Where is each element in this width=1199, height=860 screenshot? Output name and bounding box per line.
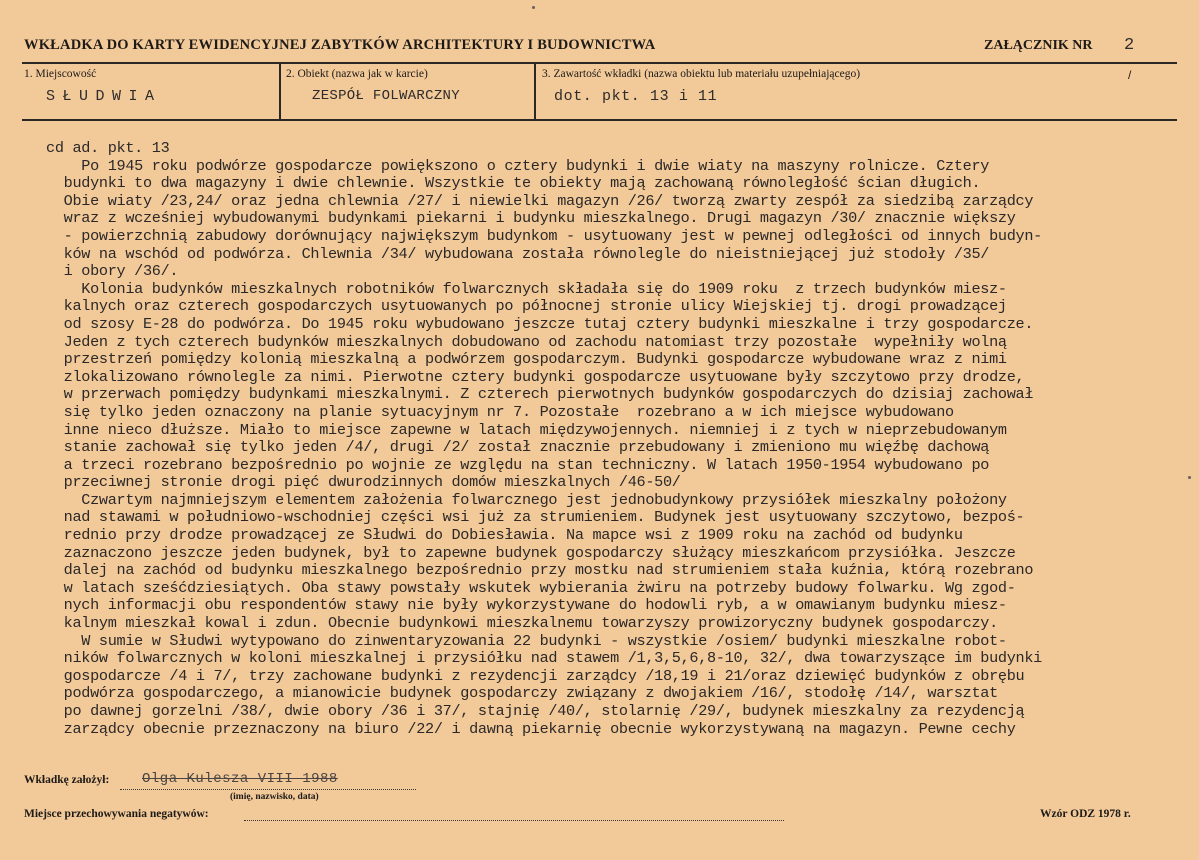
body-line: od szosy E-28 do podwórza. Do 1945 roku wybudowano jeszcze tutaj cztery budynki mieszkalne i trzy gospodarcze. [46, 314, 1034, 333]
corner-mark: / [1128, 68, 1132, 82]
negatives-label: Miejsce przechowywania negatywów: [24, 808, 209, 820]
punch-mark [532, 6, 535, 9]
body-line: i obory /36/. [46, 262, 179, 281]
body-line: wraz z wcześniej wybudowanymi budynkami piekarni i budynku mieszkalnego. Drugi magazyn /30/ znacznie większy [46, 209, 1016, 228]
body-line: ników folwarcznych w koloni mieszkalnej i przysiółku nad stawem /1,3,5,6,8-10, 32/, dwa towarzyszące im budynki [46, 649, 1042, 668]
form-model-label: Wzór ODZ 1978 r. [1040, 808, 1131, 820]
author-dotted-line [120, 789, 416, 790]
form-title: WKŁADKA DO KARTY EWIDENCYJNEJ ZABYTKÓW ARCHITEKTURY I BUDOWNICTWA [24, 37, 656, 53]
body-line: dalej na zachód od budynku mieszkalnego bezpośrednio przy mostku nad strumieniem stała kuźnia, którą rozebrano [46, 561, 1034, 580]
body-line: Obie wiaty /23,24/ oraz jedna chlewnia /27/ i niewielki magazyn /26/ tworzą zwarty zespół za siedzibą zarządcy [46, 191, 1034, 210]
header-bottom-rule [22, 119, 1177, 121]
body-line: gospodarcze /4 i 7/, trzy zachowane budynki z rezydencji zarządcy /18,19 i 21/oraz dziewięć budynków z obrębu [46, 666, 1025, 685]
object-value: ZESPÓŁ FOLWARCZNY [312, 88, 460, 104]
body-line: po dawnej gorzelni /38/, dwie obory /36 i 37/, stajnię /40/, stolarnię /29/, budynek mieszkalny za rezydencją [46, 702, 1025, 720]
body-line: Kolonia budynków mieszkalnych robotników folwarcznych składała się do 1909 roku z trzech budynków miesz- [46, 279, 1007, 298]
body-line: nad stawami w południowo-wschodniej części wsi już za strumieniem. Budynek jest usytuowany szczytowo, bezpoś- [46, 508, 1025, 527]
body-line: a trzeci rozebrano bezpośrednio po wojnie ze względu na stan techniczny. W latach 1950-1954 wybudowano po [46, 455, 990, 474]
typed-body-text [46, 140, 1199, 738]
header-divider-right [534, 62, 536, 120]
author-hint: (imię, nazwisko, data) [230, 792, 319, 802]
body-line: ków na wschód od podwórza. Chlewnia /34/ wybudowana została równolegle do nieistniejącej już stodoły /35/ [46, 244, 990, 263]
annex-number: 2 [1124, 36, 1135, 55]
author-label: Wkładkę założył: [24, 774, 110, 786]
body-line: w przerwach pomiędzy budynkami mieszkalnymi. Z czterech pierwotnych budynków gospodarczych do dzisiaj zachował [46, 385, 1034, 404]
header-divider-left [279, 62, 281, 120]
body-line: zarządcy obecnie przeznaczony na biuro /22/ i dawną piekarnię obecnie wykorzystywaną na magazyn. Pewne cechy [46, 719, 1016, 738]
body-line: inne nieco dłuższe. Miało to miejsce zapewne w latach międzywojennych. niemniej i z tych w nieprzebudowanym [46, 420, 1007, 439]
body-line: budynki to dwa magazyny i dwie chlewnie. Wszystkie te obiekty mają zachowaną równoległość ścian długich. [46, 174, 981, 193]
body-line: nych informacji obu respondentów stawy nie były wykorzystywane do hodowli ryb, a w omawianym budynku miesz- [46, 596, 1007, 615]
locality-label: 1. Miejscowość [24, 68, 97, 80]
body-line: zaznaczono jeszcze jeden budynek, był to zapewne budynek gospodarczy służący mieszkańcom przysiółka. Jeszcze [46, 543, 1016, 562]
header-top-rule [22, 62, 1177, 64]
body-line: przestrzeń pomiędzy kolonią mieszkalną a podwórzem gospodarczym. Budynki gospodarcze wybudowane wraz z nimi [46, 350, 1007, 369]
body-line: przeciwnej stronie drogi pięć dwurodzinnych domów mieszkalnych /46-50/ [46, 473, 681, 492]
body-line: się tylko jeden oznaczony na planie sytuacyjnym nr 7. Pozostałe rozebrano a w ich miejsce wybudowano [46, 402, 954, 421]
author-value: Olga Kulesza VIII 1988 [142, 771, 338, 787]
contents-value: dot. pkt. 13 i 11 [554, 88, 718, 105]
contents-label: 3. Zawartość wkładki (nazwa obiektu lub materiału uzupełniającego) [542, 68, 861, 80]
body-line: kalnym mieszkał kowal i zdun. Obecnie budynkowi mieszkalnemu towarzyszy prowizoryczny budynek gospodarczy. [46, 614, 998, 633]
body-line: W sumie w Słudwi wytypowano do zinwentaryzowania 22 budynki - wszystkie /osiem/ budynki mieszkalne robot- [46, 631, 1007, 650]
body-line: w latach sześćdziesiątych. Oba stawy powstały wskutek wybierania żwiru na potrzeby budowy folwarku. Wg zgod- [46, 578, 1016, 597]
body-line: Po 1945 roku podwórze gospodarcze powiększono o cztery budynki i dwie wiaty na maszyny rolnicze. Cztery [46, 156, 990, 175]
locality-value: SŁUDWIA [46, 88, 162, 105]
body-line: Czwartym najmniejszym elementem założenia folwarcznego jest jednobudynkowy przysiółek mieszkalny położony [46, 490, 1007, 509]
object-label: 2. Obiekt (nazwa jak w karcie) [286, 68, 428, 80]
punch-mark [1188, 476, 1191, 479]
body-line: rednio przy drodze prowadzącej ze Słudwi do Dobiesławia. Na mapce wsi z 1909 roku na zachód od budynku [46, 526, 963, 545]
annex-label: ZAŁĄCZNIK NR [984, 38, 1093, 53]
body-line: cd ad. pkt. 13 [46, 139, 170, 157]
negatives-dotted-line [244, 820, 784, 821]
body-line: stanie zachował się tylko jeden /4/, drugi /2/ został znacznie przebudowany i zmieniono mu więźbę dachową [46, 438, 990, 457]
body-line: zlokalizowano równolegle za nimi. Pierwotne cztery budynki gospodarcze usytuowane były szczytowo przy drodze, [46, 367, 1025, 386]
body-line: Jeden z tych czterech budynków mieszkalnych dobudowano od zachodu natomiast trzy pozostałe wypełniły wolną [46, 332, 1007, 351]
body-line: - powierzchnią zabudowy dorównujący największym budynkom - usytuowany jest w pewnej odległości od innych budyn- [46, 226, 1042, 245]
body-line: kalnych oraz czterech gospodarczych usytuowanych po północnej stronie ulicy Wiejskiej tj. drogi prowadzącej [46, 297, 1007, 316]
body-line: podwórza gospodarczego, a mianowicie budynek gospodarczy związany z dwojakiem /16/, stodołę /14/, warsztat [46, 684, 998, 703]
